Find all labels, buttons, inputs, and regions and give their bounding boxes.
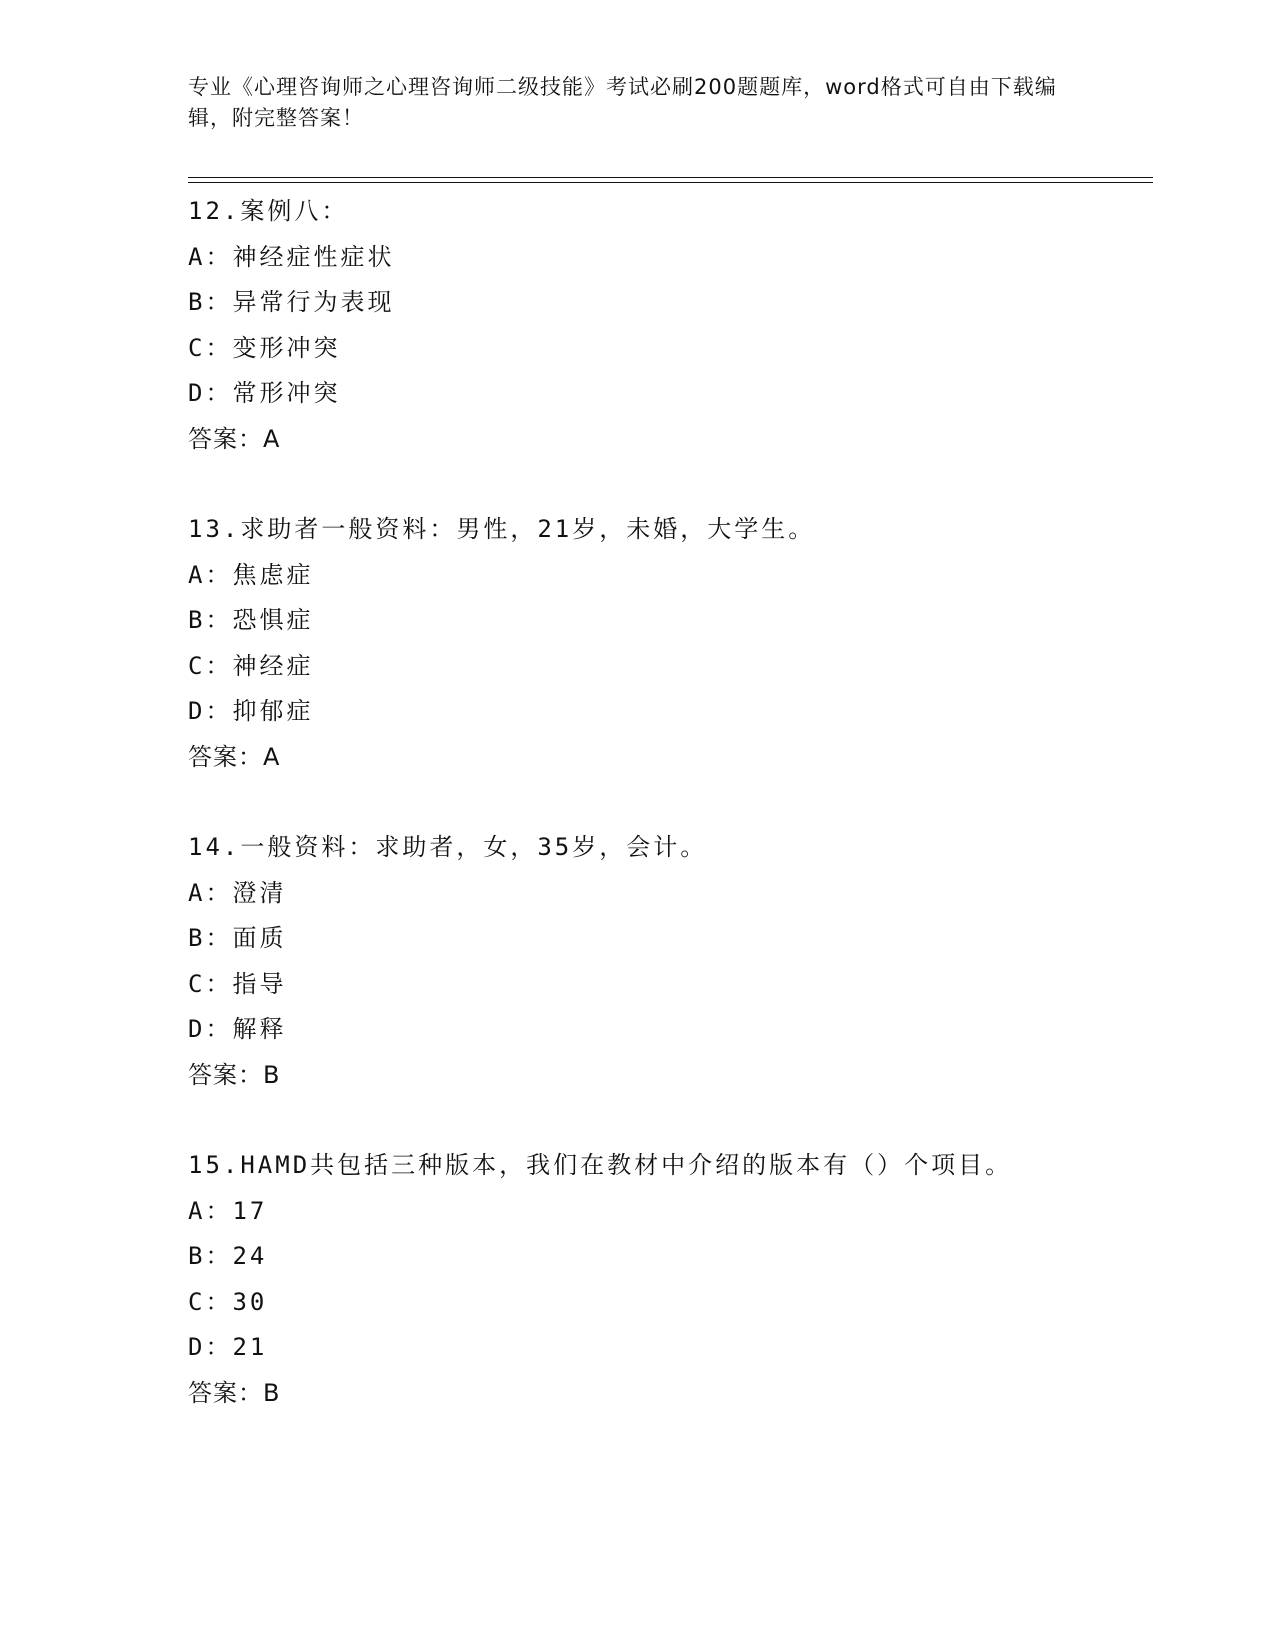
option-c: C：30 [188,1287,268,1316]
question-stem: 12.案例八： [188,197,349,225]
option-c: C：变形冲突 [188,333,341,362]
question-block [188,507,1148,780]
option-a: A：焦虑症 [188,560,314,589]
option-d: D：抑郁症 [188,697,314,725]
question-stem: 13.求助者一般资料：男性，21岁，未婚，大学生。 [188,515,816,543]
option-d: D：解释 [188,1015,287,1043]
option-c: C：神经症 [188,651,314,680]
question-block [188,825,1148,1098]
option-a: A：神经症性症状 [188,242,395,271]
answer-line: 答案：B [188,1378,281,1407]
answer-line: 答案：A [188,742,281,771]
header-divider-bottom [188,182,1153,183]
option-c: C：指导 [188,969,287,998]
question-stem: 14.一般资料：求助者，女，35岁，会计。 [188,833,708,861]
question-block [188,1143,1148,1416]
option-b: B：面质 [188,924,287,952]
option-d: D：常形冲突 [188,379,341,407]
option-d: D：21 [188,1333,268,1361]
answer-line: 答案：B [188,1060,281,1089]
document-header-text: 专业《心理咨询师之心理咨询师二级技能》考试必刷200题题库，word格式可自由下载编辑，附完整答案！ [188,75,1057,130]
header-divider-top [188,177,1153,178]
option-a: A：17 [188,1196,268,1225]
option-b: B：24 [188,1242,268,1270]
question-stem: 15.HAMD共包括三种版本，我们在教材中介绍的版本有（）个项目。 [188,1151,1013,1179]
question-block [188,189,1148,462]
option-a: A：澄清 [188,878,287,907]
option-b: B：恐惧症 [188,606,314,634]
option-b: B：异常行为表现 [188,288,395,316]
answer-line: 答案：A [188,424,281,453]
